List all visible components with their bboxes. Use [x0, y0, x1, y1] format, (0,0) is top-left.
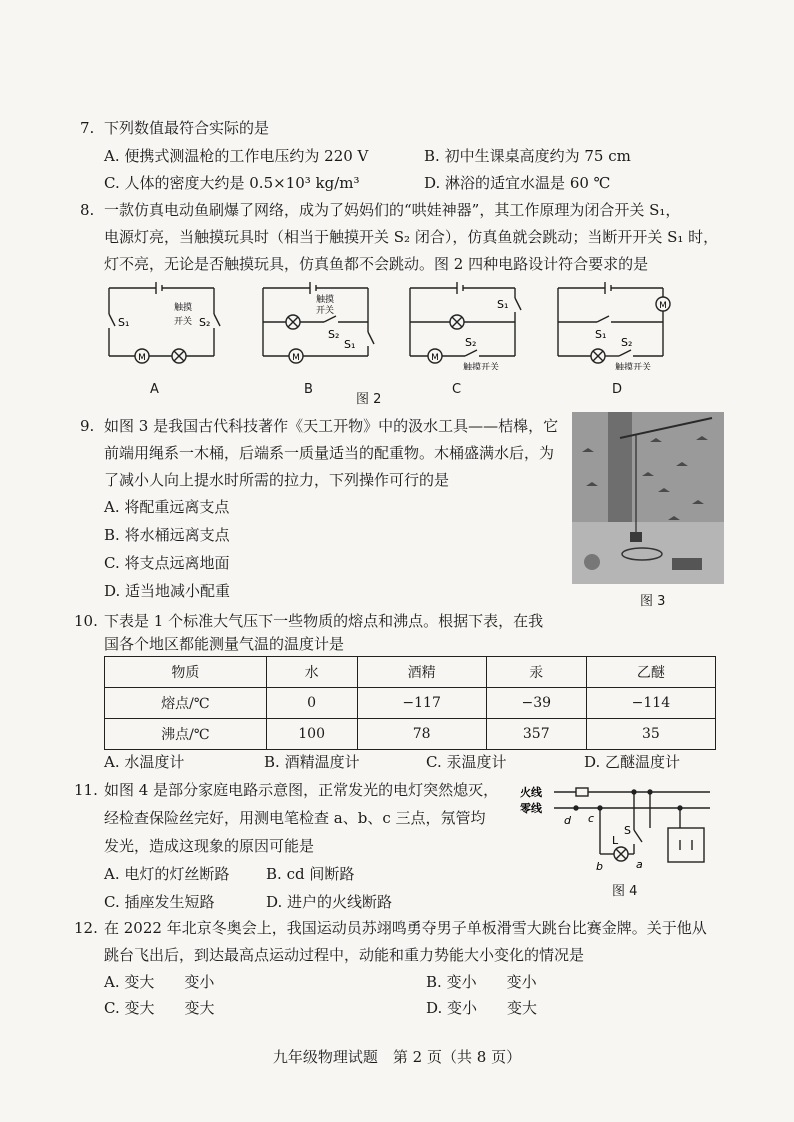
q8-stem-line-2: 电源灯亮，当触摸玩具时（相当于触摸开关 S₂ 闭合），仿真鱼就会跳动；当断开开关 S₁ 时， — [104, 228, 719, 246]
switch-label-s2: S₂ — [465, 336, 477, 349]
circuit-d[interactable] — [553, 280, 673, 374]
q11-option-d[interactable]: D. 进户的火线断路 — [266, 893, 393, 911]
table-cell: 沸点/℃ — [105, 719, 267, 750]
switch-label-s1: S₁ — [344, 338, 356, 351]
touch-label: 触摸 — [316, 295, 335, 305]
figure-3-well-sweep-illustration — [572, 412, 724, 584]
q9-option-b[interactable]: B. 将水桶远离支点 — [104, 526, 230, 544]
q12-number: 12. — [74, 919, 98, 937]
socket-icon — [668, 828, 704, 862]
q9-option-c[interactable]: C. 将支点远离地面 — [104, 554, 230, 572]
table-cell: −117 — [357, 688, 486, 719]
table-header-cell: 物质 — [105, 657, 267, 688]
table-cell: 0 — [266, 688, 357, 719]
table-cell: 熔点/℃ — [105, 688, 267, 719]
circuit-b[interactable] — [258, 280, 378, 374]
figure-2-caption: 图 2 — [356, 392, 382, 407]
fuse-icon — [576, 788, 588, 796]
q10-option-d[interactable]: D. 乙醚温度计 — [584, 753, 681, 771]
q9-option-a[interactable]: A. 将配重远离支点 — [104, 498, 230, 516]
q10-number: 10. — [74, 612, 98, 630]
figure-4-caption: 图 4 — [612, 884, 638, 899]
touch-switch-label: 触摸开关 — [615, 363, 652, 370]
circuit-c-label: C — [452, 382, 462, 397]
q7-number: 7. — [80, 119, 95, 137]
table-cell: 100 — [266, 719, 357, 750]
q12-option-a[interactable]: A. 变大 变小 — [104, 973, 215, 991]
circuit-a-label: A — [150, 382, 159, 397]
q7-option-c[interactable]: C. 人体的密度大约是 0.5×10³ kg/m³ — [104, 174, 360, 192]
point-b-label: b — [596, 860, 603, 873]
circuit-d-label: D — [612, 382, 623, 397]
q11-option-c[interactable]: C. 插座发生短路 — [104, 893, 215, 911]
switch-label-s2: S₂ — [621, 336, 633, 349]
q9-stem-line-3: 了减小人向上提水时所需的拉力，下列操作可行的是 — [104, 471, 450, 489]
melting-boiling-point-table — [104, 656, 716, 750]
switch-word-label: 开关 — [174, 317, 193, 327]
touch-label: 触摸 — [174, 303, 193, 313]
point-a-label: a — [636, 858, 643, 871]
switch-label-s2: S₂ — [199, 316, 211, 329]
q9-stem-line-2: 前端用绳系一木桶，后端系一质量适当的配重物。木桶盛满水后，为 — [104, 444, 555, 462]
q12-stem-line-1: 在 2022 年北京冬奥会上，我国运动员苏翊鸣勇夺男子单板滑雪大跳台比赛金牌。关于他从 — [104, 919, 707, 937]
q9-stem-line-1: 如图 3 是我国古代科技著作《天工开物》中的汲水工具——桔槔，它 — [104, 417, 559, 435]
table-cell: −114 — [586, 688, 715, 719]
q11-option-a[interactable]: A. 电灯的灯丝断路 — [104, 865, 230, 883]
q10-stem-line-2: 国各个地区都能测量气温的温度计是 — [104, 635, 345, 653]
table-cell: 78 — [357, 719, 486, 750]
table-cell: −39 — [486, 688, 586, 719]
table-row — [105, 719, 716, 750]
q9-number: 9. — [80, 417, 95, 435]
figure-3-caption: 图 3 — [640, 594, 666, 609]
live-wire-label: 火线 — [520, 786, 542, 799]
q10-option-c[interactable]: C. 汞温度计 — [426, 753, 507, 771]
q7-option-d[interactable]: D. 淋浴的适宜水温是 60 ℃ — [424, 174, 611, 192]
table-cell: 357 — [486, 719, 586, 750]
table-row — [105, 688, 716, 719]
table-header-cell: 酒精 — [357, 657, 486, 688]
circuit-a[interactable] — [104, 280, 224, 374]
point-d-label: d — [564, 814, 571, 827]
circuit-b-label: B — [304, 382, 313, 397]
q12-option-c[interactable]: C. 变大 变大 — [104, 999, 215, 1017]
motor-label: M — [138, 353, 146, 363]
motor-label: M — [292, 353, 300, 363]
circuit-c[interactable] — [405, 280, 525, 374]
q8-stem-line-1: 一款仿真电动鱼刷爆了网络，成为了妈妈们的“哄娃神器”，其工作原理为闭合开关 S₁， — [104, 201, 681, 219]
touch-switch-label: 触摸开关 — [463, 363, 500, 370]
figure-4-household-circuit — [520, 780, 720, 880]
q12-stem-line-2: 跳台飞出后，到达最高点运动过程中，动能和重力势能大小变化的情况是 — [104, 946, 585, 964]
q11-stem-line-1: 如图 4 是部分家庭电路示意图，正常发光的电灯突然熄灭， — [104, 781, 499, 799]
q11-stem-line-2: 经检查保险丝完好，用测电笔检查 a、b、c 三点，氖管均 — [104, 809, 486, 827]
point-c-label: c — [588, 812, 595, 825]
q8-number: 8. — [80, 201, 95, 219]
q10-stem-line-1: 下表是 1 个标准大气压下一些物质的熔点和沸点。根据下表，在我 — [104, 612, 544, 630]
q7-stem: 下列数值最符合实际的是 — [104, 119, 270, 137]
switch-label-s1: S₁ — [118, 316, 130, 329]
table-header-cell: 水 — [266, 657, 357, 688]
neutral-wire-label: 零线 — [520, 802, 542, 815]
table-cell: 35 — [586, 719, 715, 750]
q11-number: 11. — [74, 781, 98, 799]
switch-label-s1: S₁ — [497, 298, 509, 311]
switch-label-s2: S₂ — [328, 328, 340, 341]
q7-option-a[interactable]: A. 便携式测温枪的工作电压约为 220 V — [104, 147, 369, 165]
switch-word-label: 开关 — [316, 306, 335, 316]
motor-label: M — [659, 301, 667, 311]
q12-option-b[interactable]: B. 变小 变小 — [426, 973, 537, 991]
q9-option-d[interactable]: D. 适当地减小配重 — [104, 582, 231, 600]
switch-s-label: S — [624, 824, 631, 837]
table-header-row — [105, 657, 716, 688]
table-header-cell: 汞 — [486, 657, 586, 688]
switch-label-s1: S₁ — [595, 328, 607, 341]
motor-label: M — [431, 353, 439, 363]
lamp-l-label: L — [612, 834, 619, 847]
q7-option-b[interactable]: B. 初中生课桌高度约为 75 cm — [424, 147, 631, 165]
q8-stem-line-3: 灯不亮，无论是否触摸玩具，仿真鱼都不会跳动。图 2 四种电路设计符合要求的是 — [104, 255, 649, 273]
page-footer: 九年级物理试题 第 2 页（共 8 页） — [272, 1048, 522, 1066]
q12-option-d[interactable]: D. 变小 变大 — [426, 999, 538, 1017]
table-header-cell: 乙醚 — [586, 657, 715, 688]
q11-option-b[interactable]: B. cd 间断路 — [266, 865, 355, 883]
q11-stem-line-3: 发光，造成这现象的原因可能是 — [104, 837, 315, 855]
q10-option-b[interactable]: B. 酒精温度计 — [264, 753, 360, 771]
q10-option-a[interactable]: A. 水温度计 — [104, 753, 185, 771]
